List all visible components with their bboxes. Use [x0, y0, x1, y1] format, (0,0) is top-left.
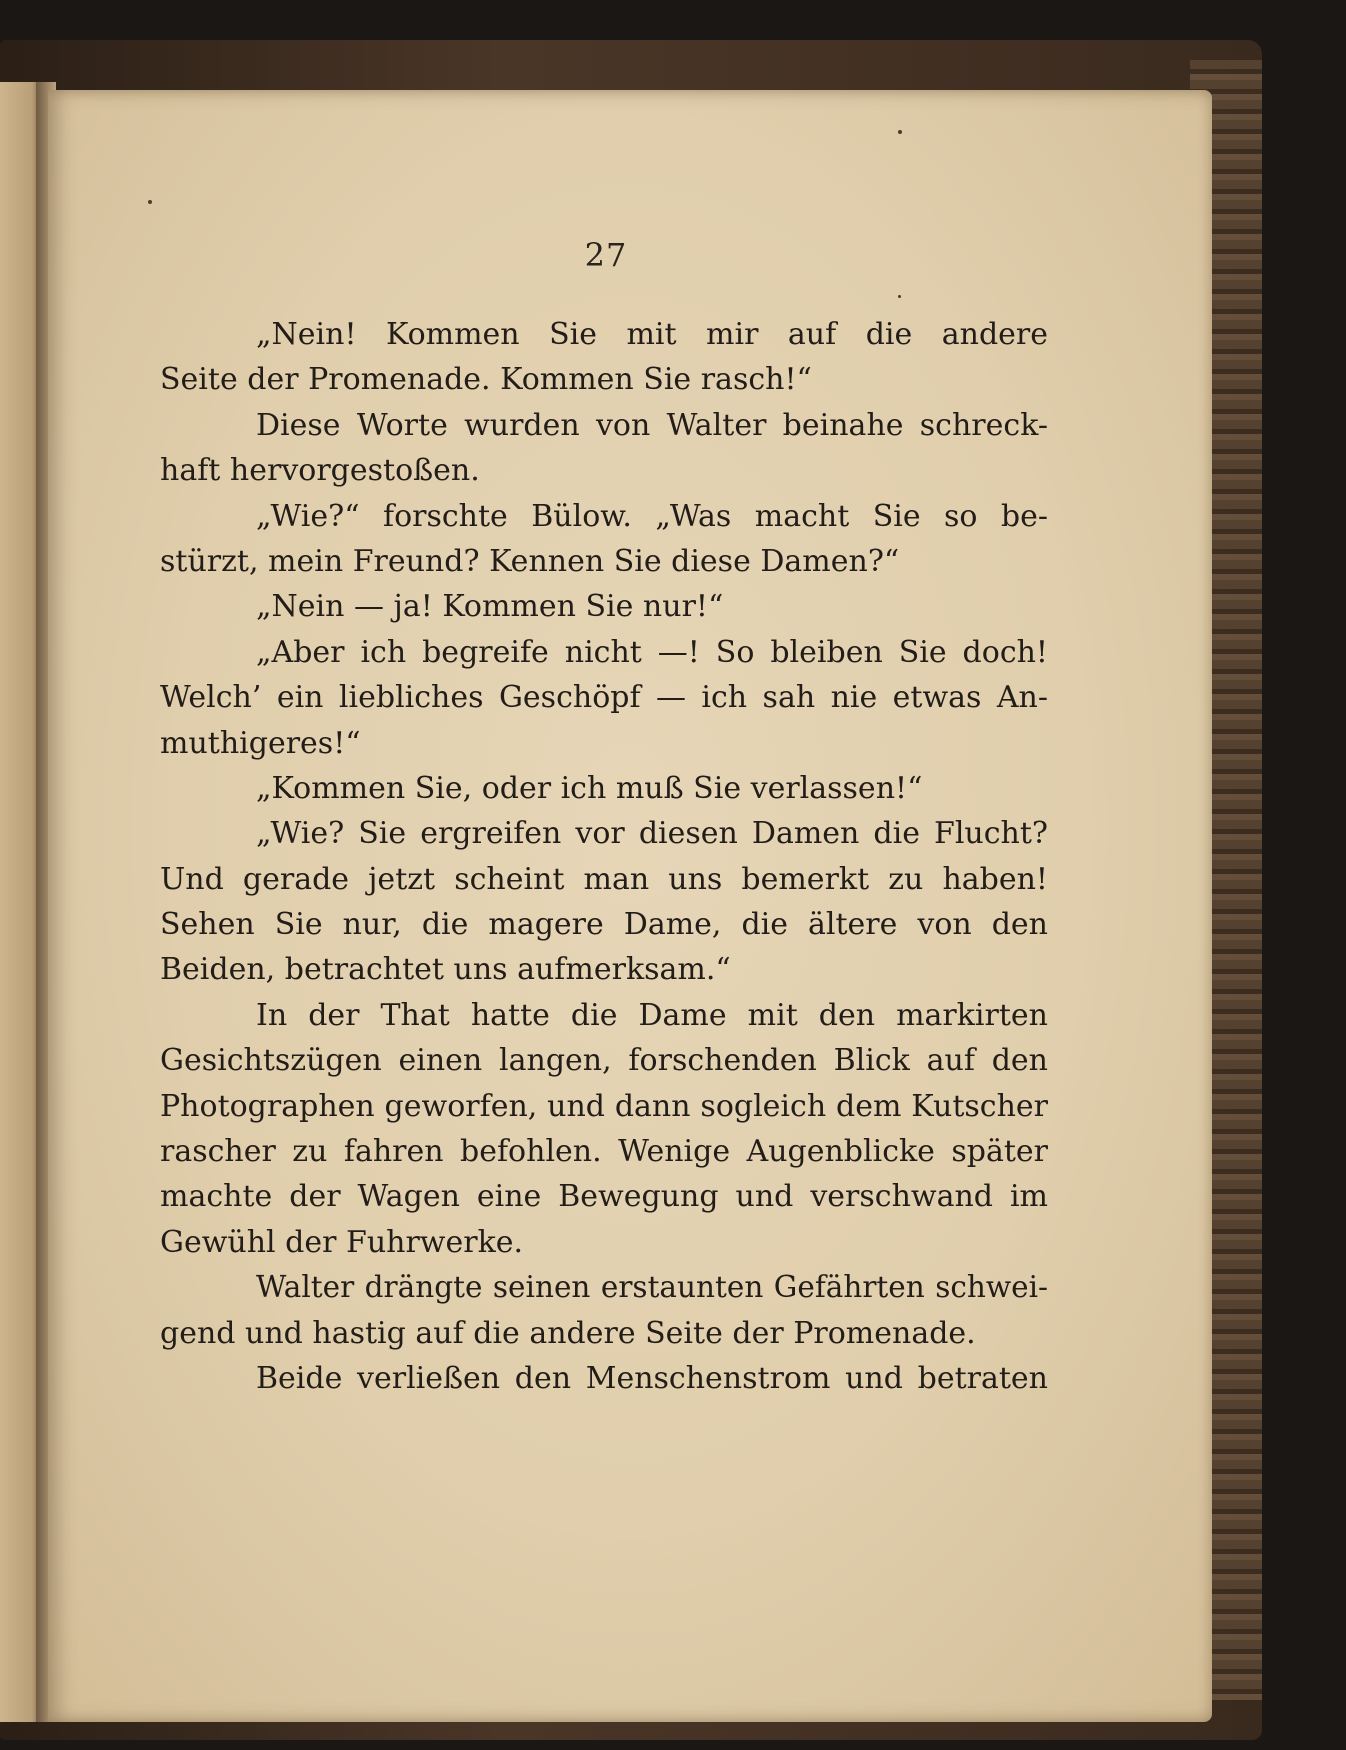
text-line: gend und hastig auf die andere Seite der Promenade.: [160, 1315, 976, 1351]
text-line: Sehen Sie nur, die magere Dame, die ältere von den: [160, 907, 1048, 943]
text-line: Diese Worte wurden von Walter beinahe schreck-: [256, 407, 1048, 443]
text-line: haft hervorgestoßen.: [160, 453, 480, 489]
text-line: stürzt, mein Freund? Kennen Sie diese Damen?“: [160, 543, 900, 579]
text-line: Und gerade jetzt scheint man uns bemerkt zu haben!: [160, 861, 1048, 897]
text-line: „Aber ich begreife nicht —! So bleiben Sie doch!: [256, 634, 1048, 670]
text-line: Gewühl der Fuhrwerke.: [160, 1224, 524, 1260]
text-line: „Kommen Sie, oder ich muß Sie verlassen!“: [256, 770, 923, 806]
text-line: „Nein! Kommen Sie mit mir auf die andere: [256, 317, 1048, 352]
text-line: „Wie?“ forschte Bülow. „Was macht Sie so be-: [256, 498, 1048, 534]
text-line: Beiden, betrachtet uns aufmerksam.“: [160, 952, 731, 988]
paper-speck: [898, 130, 902, 134]
text-line: muthigeres!“: [160, 725, 361, 761]
paper-speck: [148, 200, 152, 204]
text-line: Seite der Promenade. Kommen Sie rasch!“: [160, 362, 812, 398]
text-line: machte der Wagen eine Bewegung und verschwand im: [160, 1179, 1048, 1215]
text-line: rascher zu fahren befohlen. Wenige Augenblicke später: [160, 1134, 1048, 1170]
page-number: 27: [584, 236, 628, 274]
text-line: „Nein — ja! Kommen Sie nur!“: [256, 589, 724, 625]
facing-page-edge: [0, 82, 40, 1722]
text-line: Gesichtszügen einen langen, forschenden Blick auf den: [160, 1043, 1048, 1079]
text-line: Walter drängte seinen erstaunten Gefährten schwei-: [256, 1270, 1048, 1305]
text-line: „Wie? Sie ergreifen vor diesen Damen die Flucht?: [256, 816, 1048, 852]
text-line: In der That hatte die Dame mit den markirten: [256, 997, 1048, 1033]
text-line: Beide verließen den Menschenstrom und betraten: [256, 1360, 1048, 1396]
body-text: [160, 312, 1048, 1401]
paper-speck: [898, 295, 901, 298]
text-line: Photographen geworfen, und dann sogleich dem Kutscher: [160, 1088, 1048, 1124]
text-line: Welch’ ein liebliches Geschöpf — ich sah nie etwas An-: [160, 680, 1048, 716]
